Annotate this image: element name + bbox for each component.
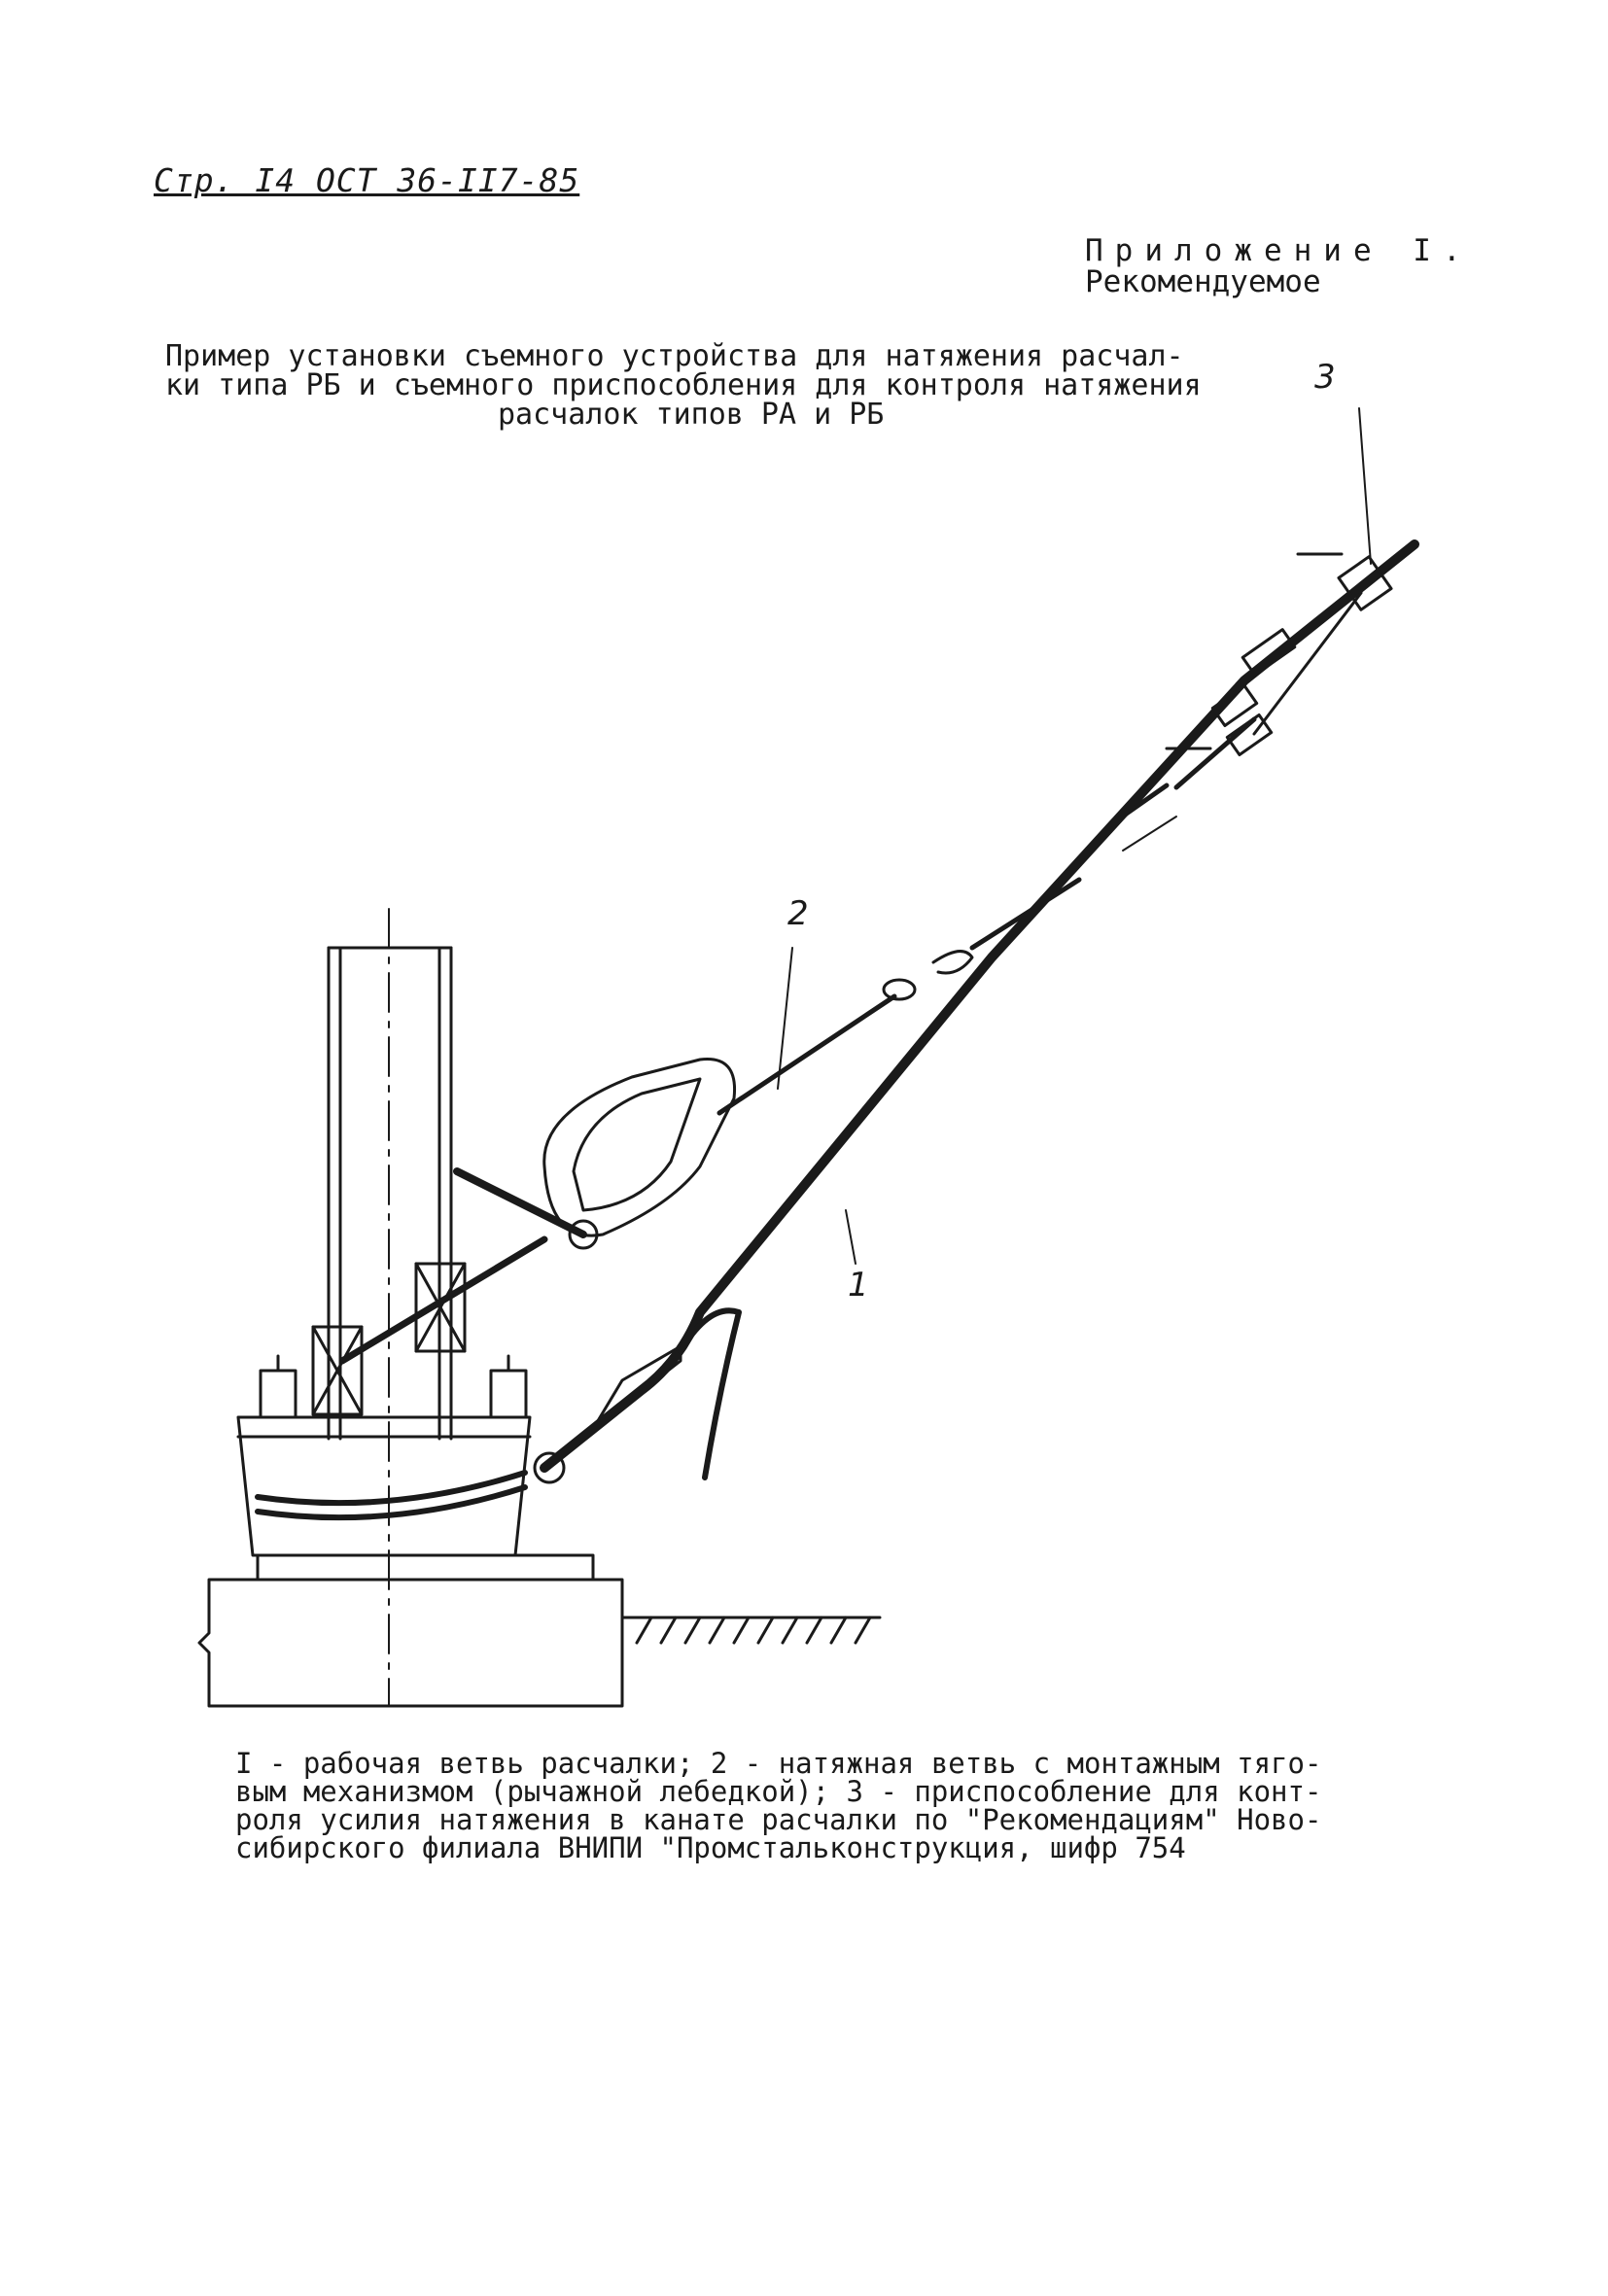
figure-title-line-3: расчалок типов РА и РБ [498, 398, 885, 432]
callout-3: 3 [1314, 358, 1336, 397]
appendix-note: Рекомендуемое [1085, 264, 1321, 299]
caption-line-2: вым механизмом (рычажной лебедкой); 3 - приспособление для конт- [235, 1775, 1322, 1808]
ground-hatch [622, 1618, 880, 1643]
page-header: Стр. I4 ОСТ 36-II7-85 [154, 161, 580, 199]
figure-caption [235, 1747, 1402, 1864]
callout-1: 1 [848, 1266, 869, 1305]
base-flange [238, 1356, 530, 1555]
tension-branch [342, 880, 1079, 1361]
base-rope-loop [258, 1473, 525, 1517]
caption-line-1: I - рабочая ветвь расчалки; 2 - натяжная ветвь с монтажным тяго- [235, 1747, 1322, 1780]
appendix-label: Приложение I. [1085, 233, 1473, 268]
leader-lines [778, 408, 1371, 1264]
figure-title-line-2: ки типа РБ и съемного приспособления для контроля натяжения [165, 368, 1202, 402]
callout-2: 2 [787, 894, 809, 933]
foundation-block [199, 1555, 622, 1706]
caption-line-4: сибирского филиала ВНИПИ "Промстальконструкция, шифр 754 [235, 1831, 1186, 1864]
caption-line-3: роля усилия натяжения в канате расчалки по "Рекомендациям" Ново- [235, 1803, 1322, 1836]
figure-title-line-1: Пример установки съемного устройства для натяжения расчал- [165, 339, 1184, 373]
working-branch [535, 544, 1415, 1482]
